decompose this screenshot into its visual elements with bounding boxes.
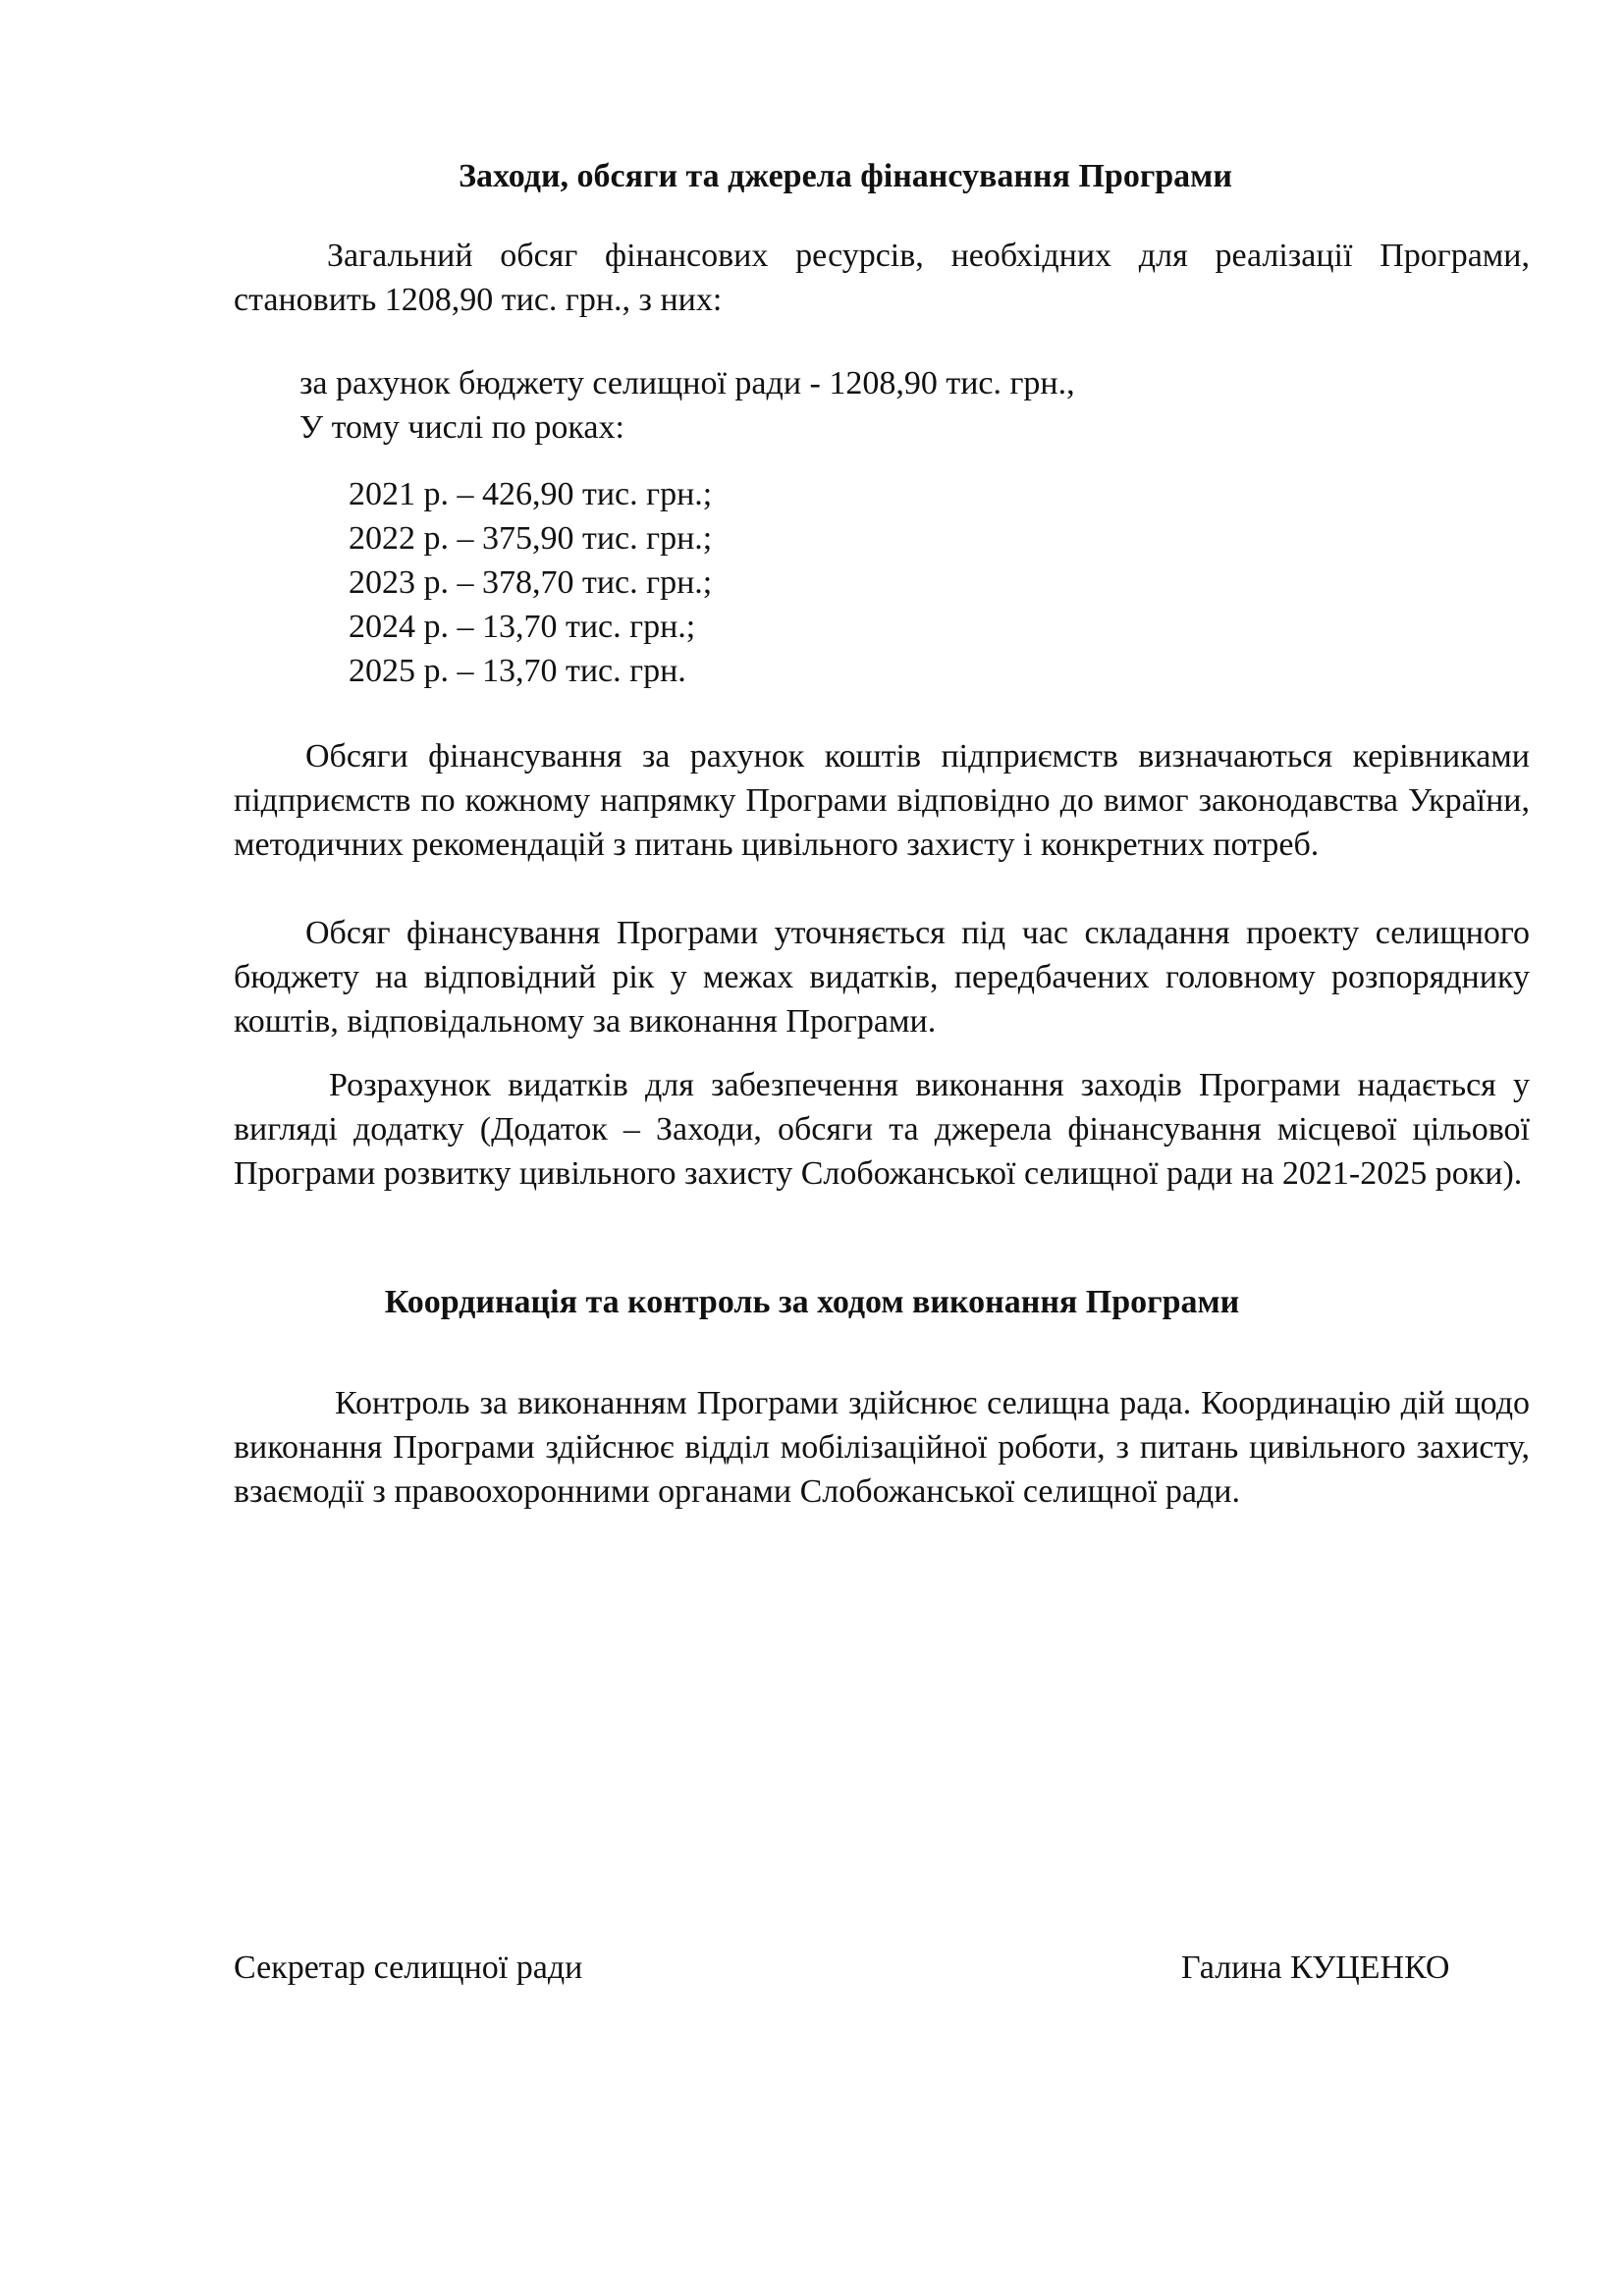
list-item: 2024 р. – 13,70 тис. грн.; [349, 609, 696, 645]
section-title-coordination: Координація та контроль за ходом виконання Програми [384, 1284, 1240, 1320]
signature-position: Секретар селищної ради [234, 1949, 583, 1986]
years-list [349, 472, 712, 693]
enterprises-paragraph: Обсяги фінансування за рахунок коштів підприємств визначаються керівниками підприємств по кожному напрямку Програми відповідно до вимог законодавства України, методичних рекомендацій з питань цивільного захисту і конкретних потреб. [234, 738, 1530, 863]
list-item: 2021 р. – 426,90 тис. грн.; [349, 476, 713, 512]
section-title-financing: Заходи, обсяги та джерела фінансування Програми [459, 158, 1232, 194]
by-years-label: У тому числі по роках: [299, 409, 624, 446]
calculation-paragraph: Розрахунок видатків для забезпечення виконання заходів Програми надається у вигляді додатку (Додаток – Заходи, обсяги та джерела фінансування місцевої цільової Програми розвитку цивільного захисту Слобожанської селищної ради на 2021-2025 роки). [234, 1067, 1530, 1192]
intro-paragraph: Загальний обсяг фінансових ресурсів, необхідних для реалізації Програми, становить 1208,90 тис. грн., з них: [234, 238, 1530, 318]
budget-line: за рахунок бюджету селищної ради - 1208,90 тис. грн., [299, 365, 1075, 401]
list-item: 2023 р. – 378,70 тис. грн.; [349, 564, 713, 601]
clarify-paragraph: Обсяг фінансування Програми уточняється під час складання проекту селищного бюджету на відповідний рік у межах видатків, передбачених головному розпоряднику коштів, відповідальному за виконання Програми. [234, 915, 1530, 1040]
signature-name: Галина КУЦЕНКО [1181, 1949, 1450, 1986]
list-item: 2022 р. – 375,90 тис. грн.; [349, 520, 713, 557]
control-paragraph: Контроль за виконанням Програми здійснює селищна рада. Координацію дій щодо виконання Програми здійснює відділ мобілізаційної роботи, з питань цивільного захисту, взаємодії з правоохоронними органами Слобожанської селищної ради. [234, 1385, 1530, 1510]
list-item: 2025 р. – 13,70 тис. грн. [349, 653, 686, 689]
